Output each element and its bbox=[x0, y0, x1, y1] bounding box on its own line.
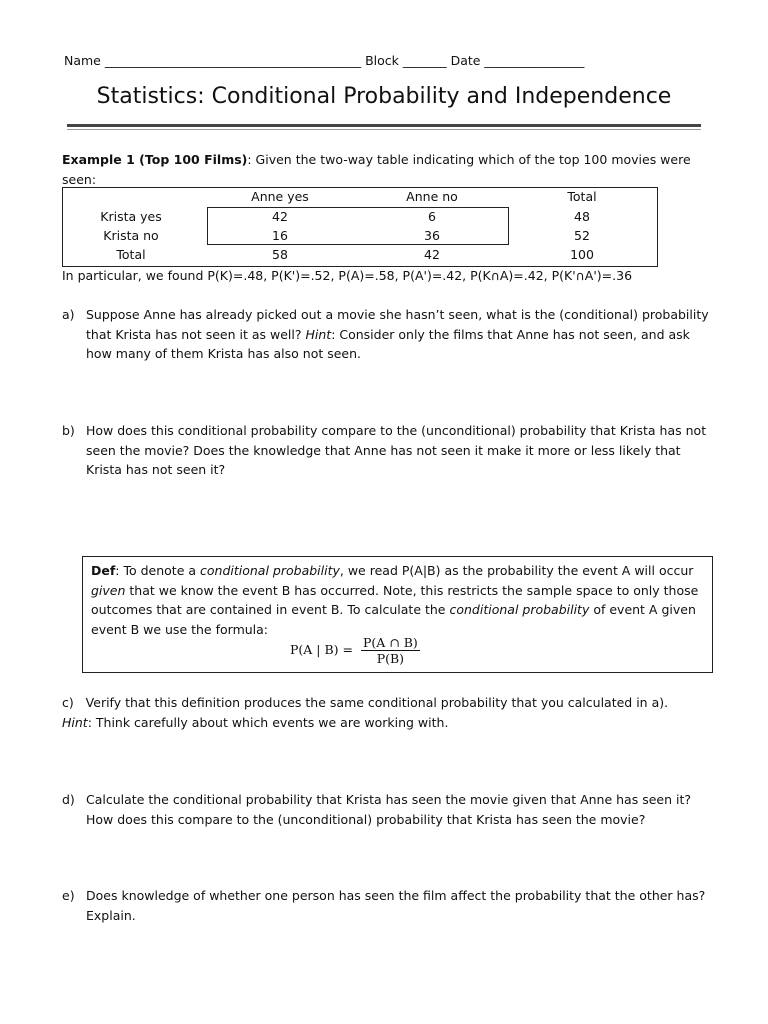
row-label: Krista yes bbox=[100, 209, 162, 224]
question-label: b) bbox=[62, 423, 75, 438]
example-text: : Given the two-way table indicating which of the top 100 movies were seen: bbox=[62, 152, 691, 187]
question-label: d) bbox=[62, 792, 75, 807]
question-d bbox=[62, 790, 712, 829]
question-c bbox=[62, 693, 712, 732]
row-label: Total bbox=[116, 247, 146, 262]
question-text: Does knowledge of whether one person has seen the film affect the probability that the other has? Explain. bbox=[86, 888, 706, 923]
def-text: , we read P(A|B) as the probability the event A will occur bbox=[339, 563, 694, 578]
question-label: e) bbox=[62, 888, 75, 903]
table-cell: 42 bbox=[272, 209, 288, 224]
table-cell: 52 bbox=[574, 228, 590, 243]
title-rule-thin bbox=[67, 129, 701, 130]
question-text: How does this conditional probability compare to the (unconditional) probability that Krista has not seen the movie? Does the knowledge that Anne has not seen it make it more or less likely that Krista has not seen it? bbox=[86, 423, 707, 477]
question-text: Calculate the conditional probability that Krista has seen the movie given that Anne has seen it? How does this compare to the (unconditional) probability that Krista has seen the movie? bbox=[86, 792, 691, 827]
hint-label: Hint bbox=[62, 714, 88, 730]
formula-lhs: P(A | B) = bbox=[290, 642, 353, 657]
table-cell: 16 bbox=[272, 228, 288, 243]
row-label: Krista no bbox=[103, 228, 159, 243]
found-probabilities: In particular, we found P(K)=.48, P(K')=.52, P(A)=.58, P(A')=.42, P(K∩A)=.42, P(K'∩A')=.36 bbox=[62, 268, 633, 283]
question-label: c) bbox=[62, 695, 74, 710]
formula-fraction bbox=[361, 635, 420, 666]
table-cell: 58 bbox=[272, 247, 288, 262]
question-e bbox=[62, 886, 712, 925]
def-text: : To denote a bbox=[115, 563, 201, 578]
table-cell: 42 bbox=[424, 247, 440, 262]
hint-label: Hint bbox=[305, 326, 332, 342]
conditional-probability-formula bbox=[290, 635, 420, 666]
table-cell: 6 bbox=[428, 209, 436, 224]
table-cell: 48 bbox=[574, 209, 590, 224]
question-label: a) bbox=[62, 307, 75, 322]
question-b bbox=[62, 421, 712, 480]
page-title: Statistics: Conditional Probability and Independence bbox=[96, 84, 672, 109]
header-fields: Name _________________________________________ Block _______ Date ________________ bbox=[64, 53, 585, 68]
def-text: that we know the event B has occurred. Note, this restricts the sample space to only those outcomes that are contained in event B. To calculate the bbox=[91, 582, 699, 617]
question-text: Suppose Anne has already picked out a movie she hasn’t seen, what is the (conditional) probability that Krista has not seen it as well? bbox=[86, 307, 709, 342]
table-cell: 100 bbox=[570, 247, 594, 262]
def-term: conditional probability bbox=[200, 563, 340, 578]
table-cell: 36 bbox=[424, 228, 440, 243]
formula-denominator: P(B) bbox=[376, 651, 405, 666]
def-term: given bbox=[91, 582, 126, 598]
question-a bbox=[62, 305, 712, 364]
col-header: Total bbox=[567, 189, 597, 204]
example-intro bbox=[62, 150, 702, 189]
def-label: Def bbox=[91, 563, 116, 578]
def-text: of event A given event B we use the formula: bbox=[91, 602, 696, 637]
col-header: Anne no bbox=[406, 189, 458, 204]
hint-text: : Think carefully about which events we are working with. bbox=[87, 714, 449, 730]
def-term: conditional probability bbox=[449, 602, 590, 617]
formula-numerator: P(A ∩ B) bbox=[362, 635, 418, 650]
question-text: Verify that this definition produces the same conditional probability that you calculated in a). bbox=[85, 695, 669, 710]
hint-text: : Consider only the films that Anne has not seen, and ask how many of them Krista has also not seen. bbox=[86, 326, 690, 361]
example-label: Example 1 (Top 100 Films) bbox=[62, 152, 248, 167]
col-header: Anne yes bbox=[251, 189, 309, 204]
title-rule bbox=[67, 124, 701, 127]
